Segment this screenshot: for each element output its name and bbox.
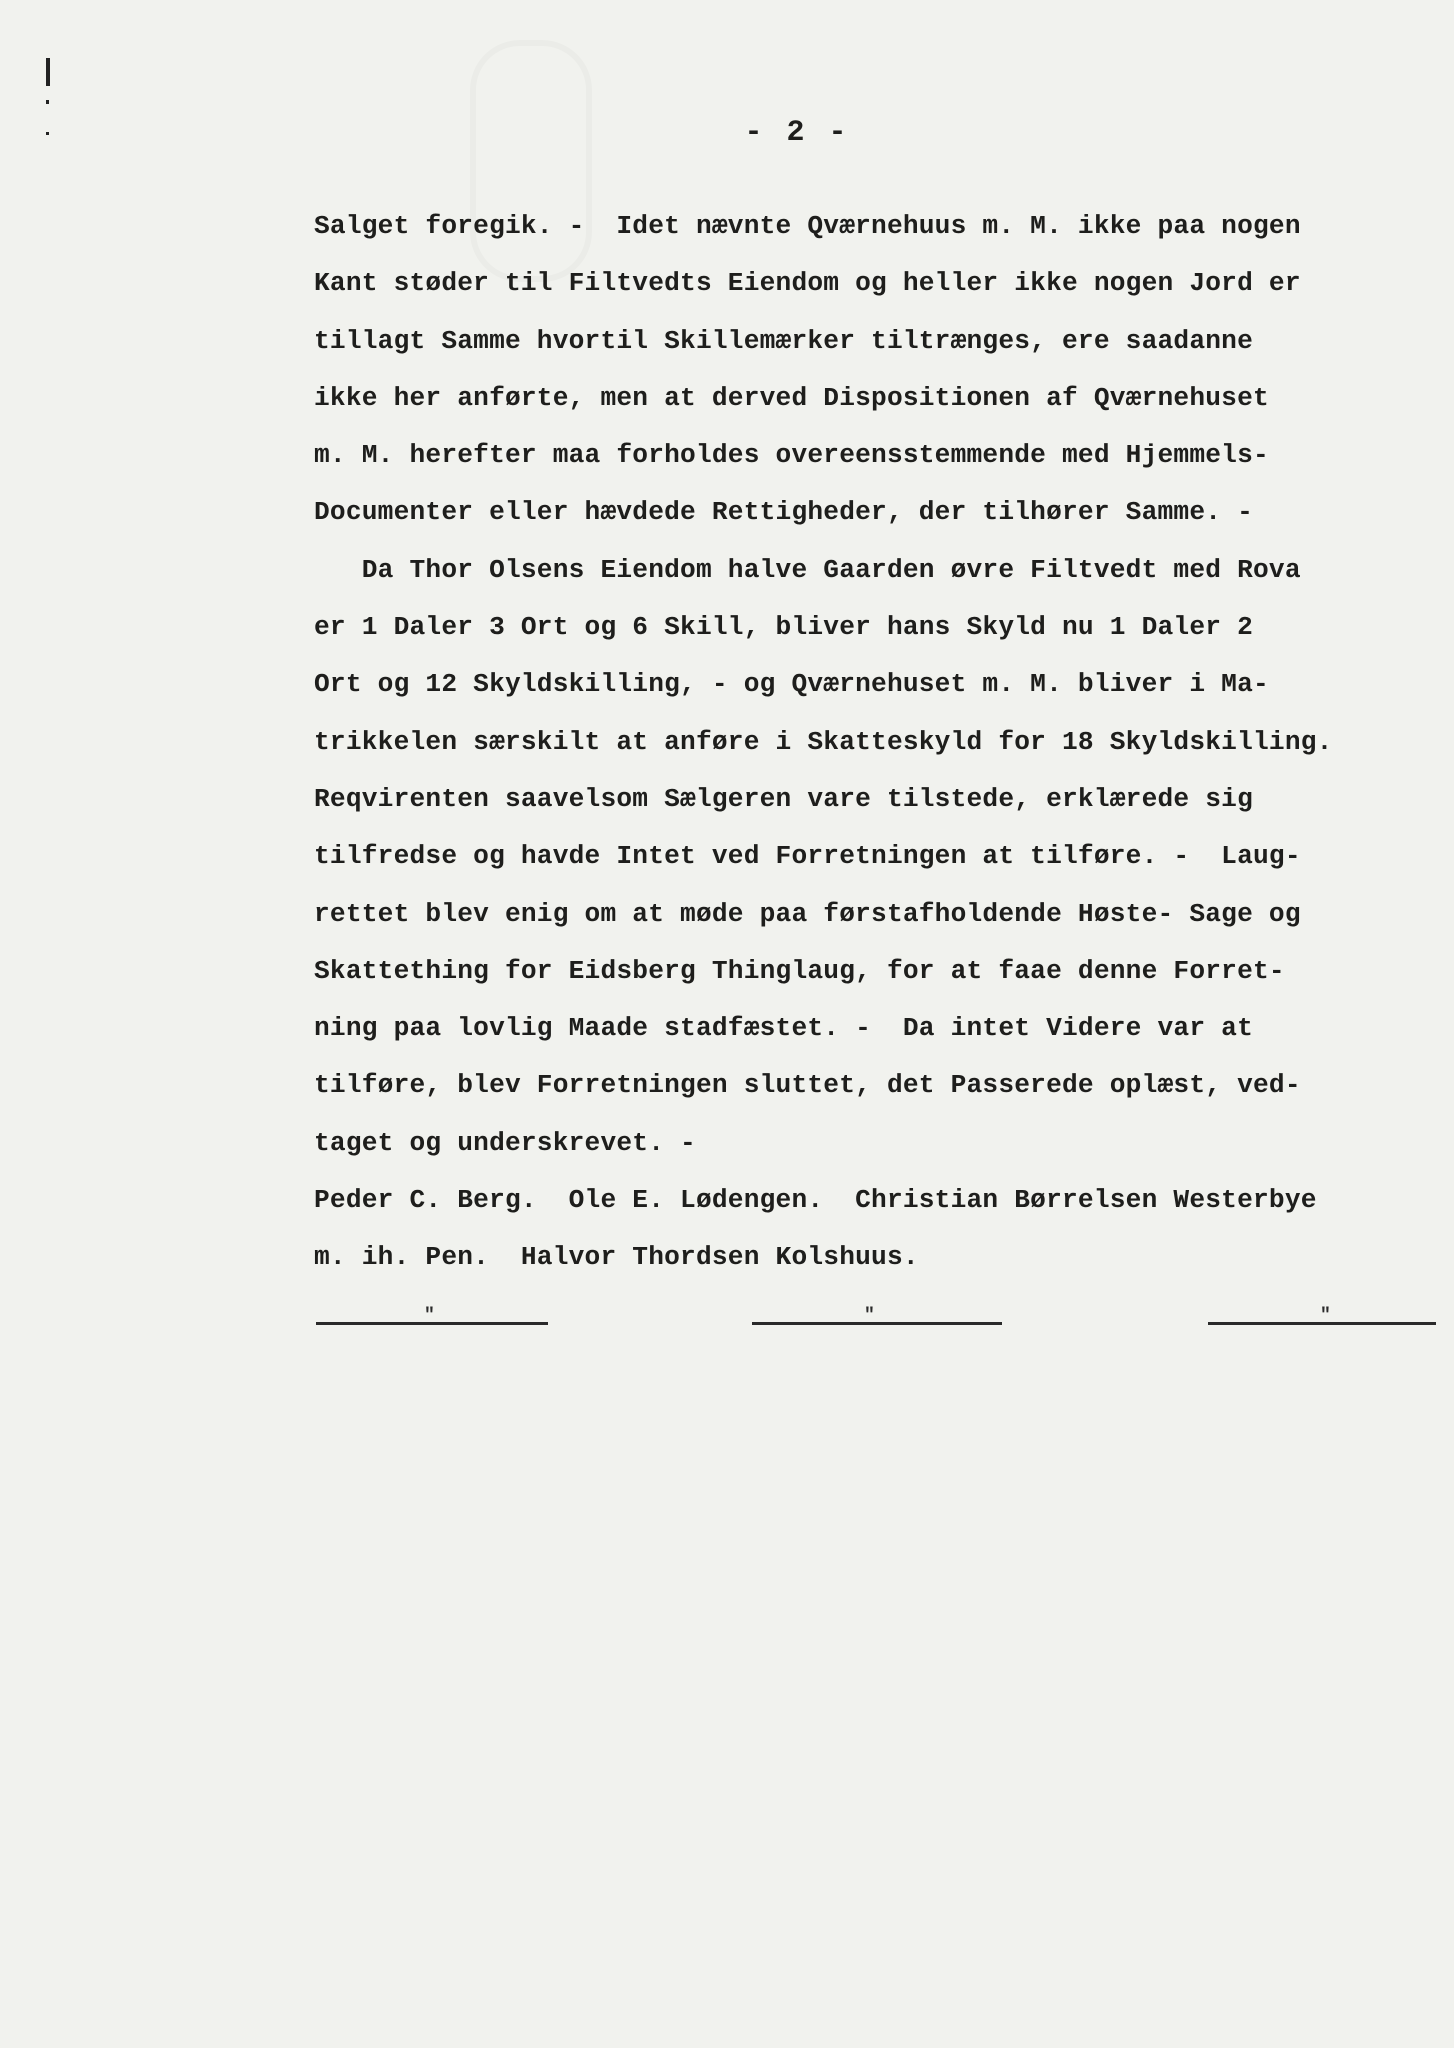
text-line: tilfredse og havde Intet ved Forretningen at tilføre. - Laug- [314,841,1301,872]
text-line: Da Thor Olsens Eiendom halve Gaarden øvre Filtvedt med Rova [314,554,1301,585]
ditto-mark: " [1320,1306,1331,1326]
text-line: ning paa lovlig Maade stadfæstet. - Da intet Videre var at [314,1013,1253,1044]
text-line: taget og underskrevet. - [314,1127,696,1158]
separator-rule [752,1306,1002,1326]
separator-rule [1208,1306,1436,1326]
text-line: Skattething for Eidsberg Thinglaug, for at faae denne Forret- [314,955,1285,986]
text-line: Ort og 12 Skyldskilling, - og Qværnehuset m. M. bliver i Ma- [314,669,1269,700]
text-line: Documenter eller hævdede Rettigheder, der tilhører Samme. - [314,497,1253,528]
text-line: trikkelen særskilt at anføre i Skatteskyld for 18 Skyldskilling. [314,726,1333,757]
signature-line: Peder C. Berg. Ole E. Lødengen. Christian Børrelsen Westerbye [314,1185,1317,1216]
page-number: - 2 - [744,116,850,150]
text-line: er 1 Daler 3 Ort og 6 Skill, bliver hans Skyld nu 1 Daler 2 [314,612,1253,643]
text-line: tilføre, blev Forretningen sluttet, det Passerede oplæst, ved- [314,1070,1301,1101]
ditto-mark: " [424,1306,435,1326]
text-line: Reqvirenten saavelsom Sælgeren vare tilstede, erklærede sig [314,783,1253,814]
typed-text-body [314,198,1444,1287]
text-line: m. M. herefter maa forholdes overeensstemmende med Hjemmels- [314,440,1269,471]
separator-rule [316,1306,548,1326]
edge-mark [46,58,50,86]
signature-line: m. ih. Pen. Halvor Thordsen Kolshuus. [314,1242,919,1273]
text-line: Salget foregik. - Idet nævnte Qværnehuus m. M. ikke paa nogen [314,211,1301,241]
text-line: Kant støder til Filtvedts Eiendom og heller ikke nogen Jord er [314,268,1301,299]
text-line: rettet blev enig om at møde paa førstafholdende Høste- Sage og [314,898,1301,929]
edge-mark [46,100,49,104]
text-line: tillagt Samme hvortil Skillemærker tiltrænges, ere saadanne [314,325,1253,356]
text-line: ikke her anførte, men at derved Dispositionen af Qværnehuset [314,382,1269,413]
ditto-mark: " [864,1306,875,1326]
